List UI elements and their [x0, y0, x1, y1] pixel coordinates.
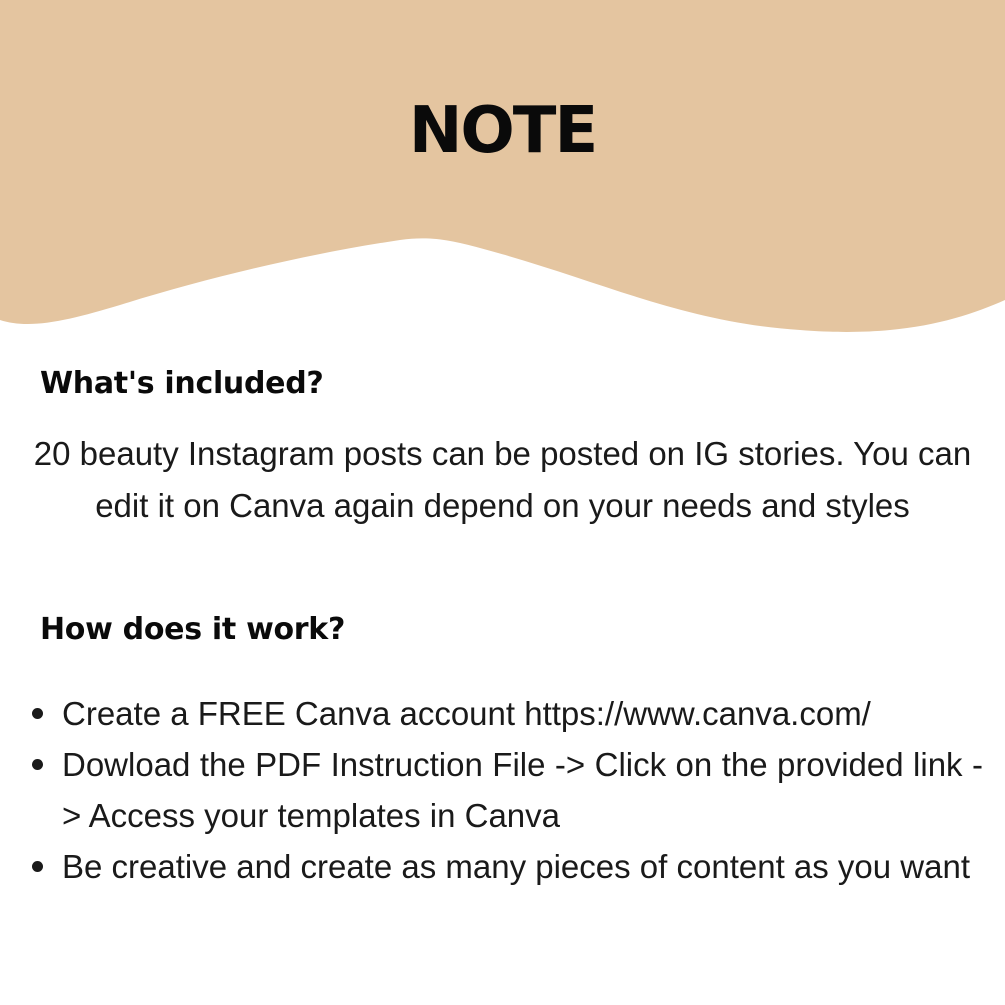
page-title: NOTE: [408, 94, 597, 168]
step-text: Dowload the PDF Instruction File -> Click on the provided link -> Access your templates in Canva: [62, 746, 983, 834]
how-heading: How does it work?: [40, 612, 346, 647]
list-item: [28, 841, 983, 892]
list-item: [28, 688, 983, 739]
bullet-icon: [32, 708, 43, 719]
steps-list: [28, 688, 983, 892]
step-text: Create a FREE Canva account https://www.canva.com/: [62, 695, 871, 732]
list-item: [28, 739, 983, 841]
included-heading: What's included?: [40, 366, 324, 401]
bullet-icon: [32, 759, 43, 770]
header-wave-background: [0, 0, 1005, 340]
included-description-text: 20 beauty Instagram posts can be posted on IG stories. You can edit it on Canva again depend on your needs and styles: [33, 435, 972, 524]
included-description: [20, 428, 985, 532]
step-text: Be creative and create as many pieces of content as you want: [62, 848, 971, 885]
bullet-icon: [32, 861, 43, 872]
